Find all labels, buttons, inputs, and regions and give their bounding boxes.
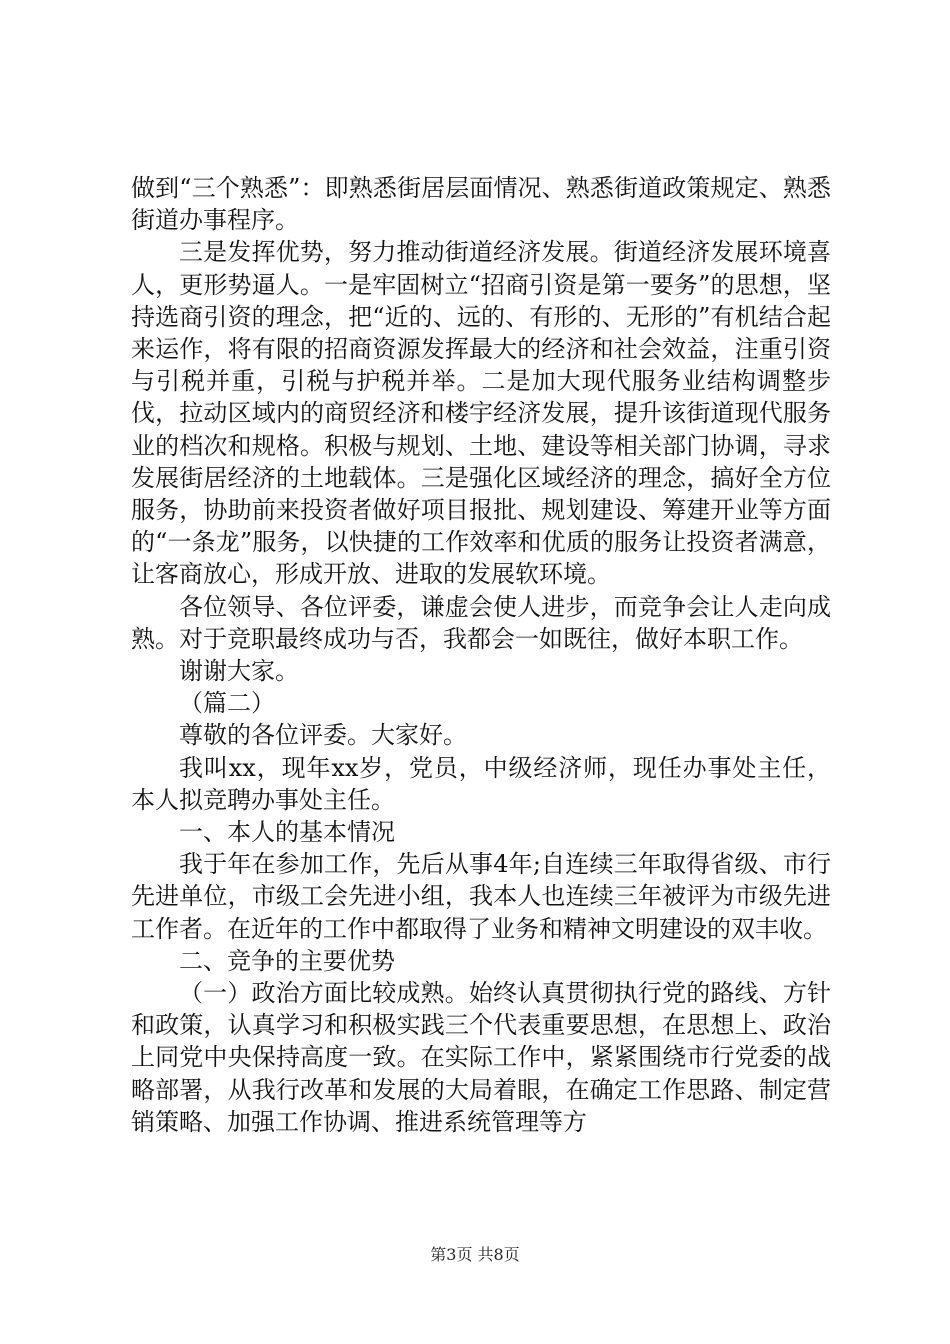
paragraph-1: 做到“三个熟悉”：即熟悉街居层面情况、熟悉街道政策规定、熟悉街道办事程序。	[131, 174, 831, 235]
paragraph-self-intro: 我叫xx，现年xx岁，党员，中级经济师，现任办事处主任，本人拟竞聘办事处主任。	[131, 753, 831, 814]
greeting: 尊敬的各位评委。大家好。	[179, 721, 467, 750]
page-number-footer: 第3页 共8页	[430, 1245, 520, 1264]
paragraph-4: 谢谢大家。	[179, 657, 299, 686]
heading-basic-info: 一、本人的基本情况	[179, 818, 395, 847]
section-heading-part-two: （篇二）	[179, 689, 275, 718]
paragraph-3: 各位领导、各位评委，谦虚会使人进步，而竞争会让人走向成熟。对于竞职最终成功与否，我都会一如既往，做好本职工作。	[131, 592, 831, 653]
paragraph-political: （一）政治方面比较成熟。始终认真贯彻执行党的路线、方针和政策，认真学习和积极实践三个代表重要思想，在思想上、政治上同党中央保持高度一致。在实际工作中，紧紧围绕市行党委的战略部署，从我行改革和发展的大局着眼，在确定工作思路、制定营销策略、加强工作协调、推进系统管理等方	[131, 979, 831, 1136]
document-body	[131, 172, 831, 1138]
heading-main-advantages: 二、竞争的主要优势	[179, 946, 395, 975]
paragraph-2: 三是发挥优势，努力推动街道经济发展。街道经济发展环境喜人，更形势逼人。一是牢固树立“招商引资是第一要务”的思想，坚持选商引资的理念，把“近的、远的、有形的、无形的”有机结合起来运作，将有限的招商资源发挥最大的经济和社会效益，注重引资与引税并重，引税与护税并举。二是加大现代服务业结构调整步伐，拉动区域内的商贸经济和楼宇经济发展，提升该街道现代服务业的档次和规格。积极与规划、土地、建设等相关部门协调，寻求发展街居经济的土地载体。三是强化区域经济的理念，搞好全方位服务，协助前来投资者做好项目报批、规划建设、筹建开业等方面的“一条龙”服务，以快捷的工作效率和优质的服务让投资者满意，让客商放心，形成开放、进取的发展软环境。	[131, 238, 831, 589]
paragraph-basic-info: 我于年在参加工作，先后从事4年;自连续三年取得省级、市行先进单位，市级工会先进小组，我本人也连续三年被评为市级先进工作者。在近年的工作中都取得了业务和精神文明建设的双丰收。	[131, 850, 831, 943]
